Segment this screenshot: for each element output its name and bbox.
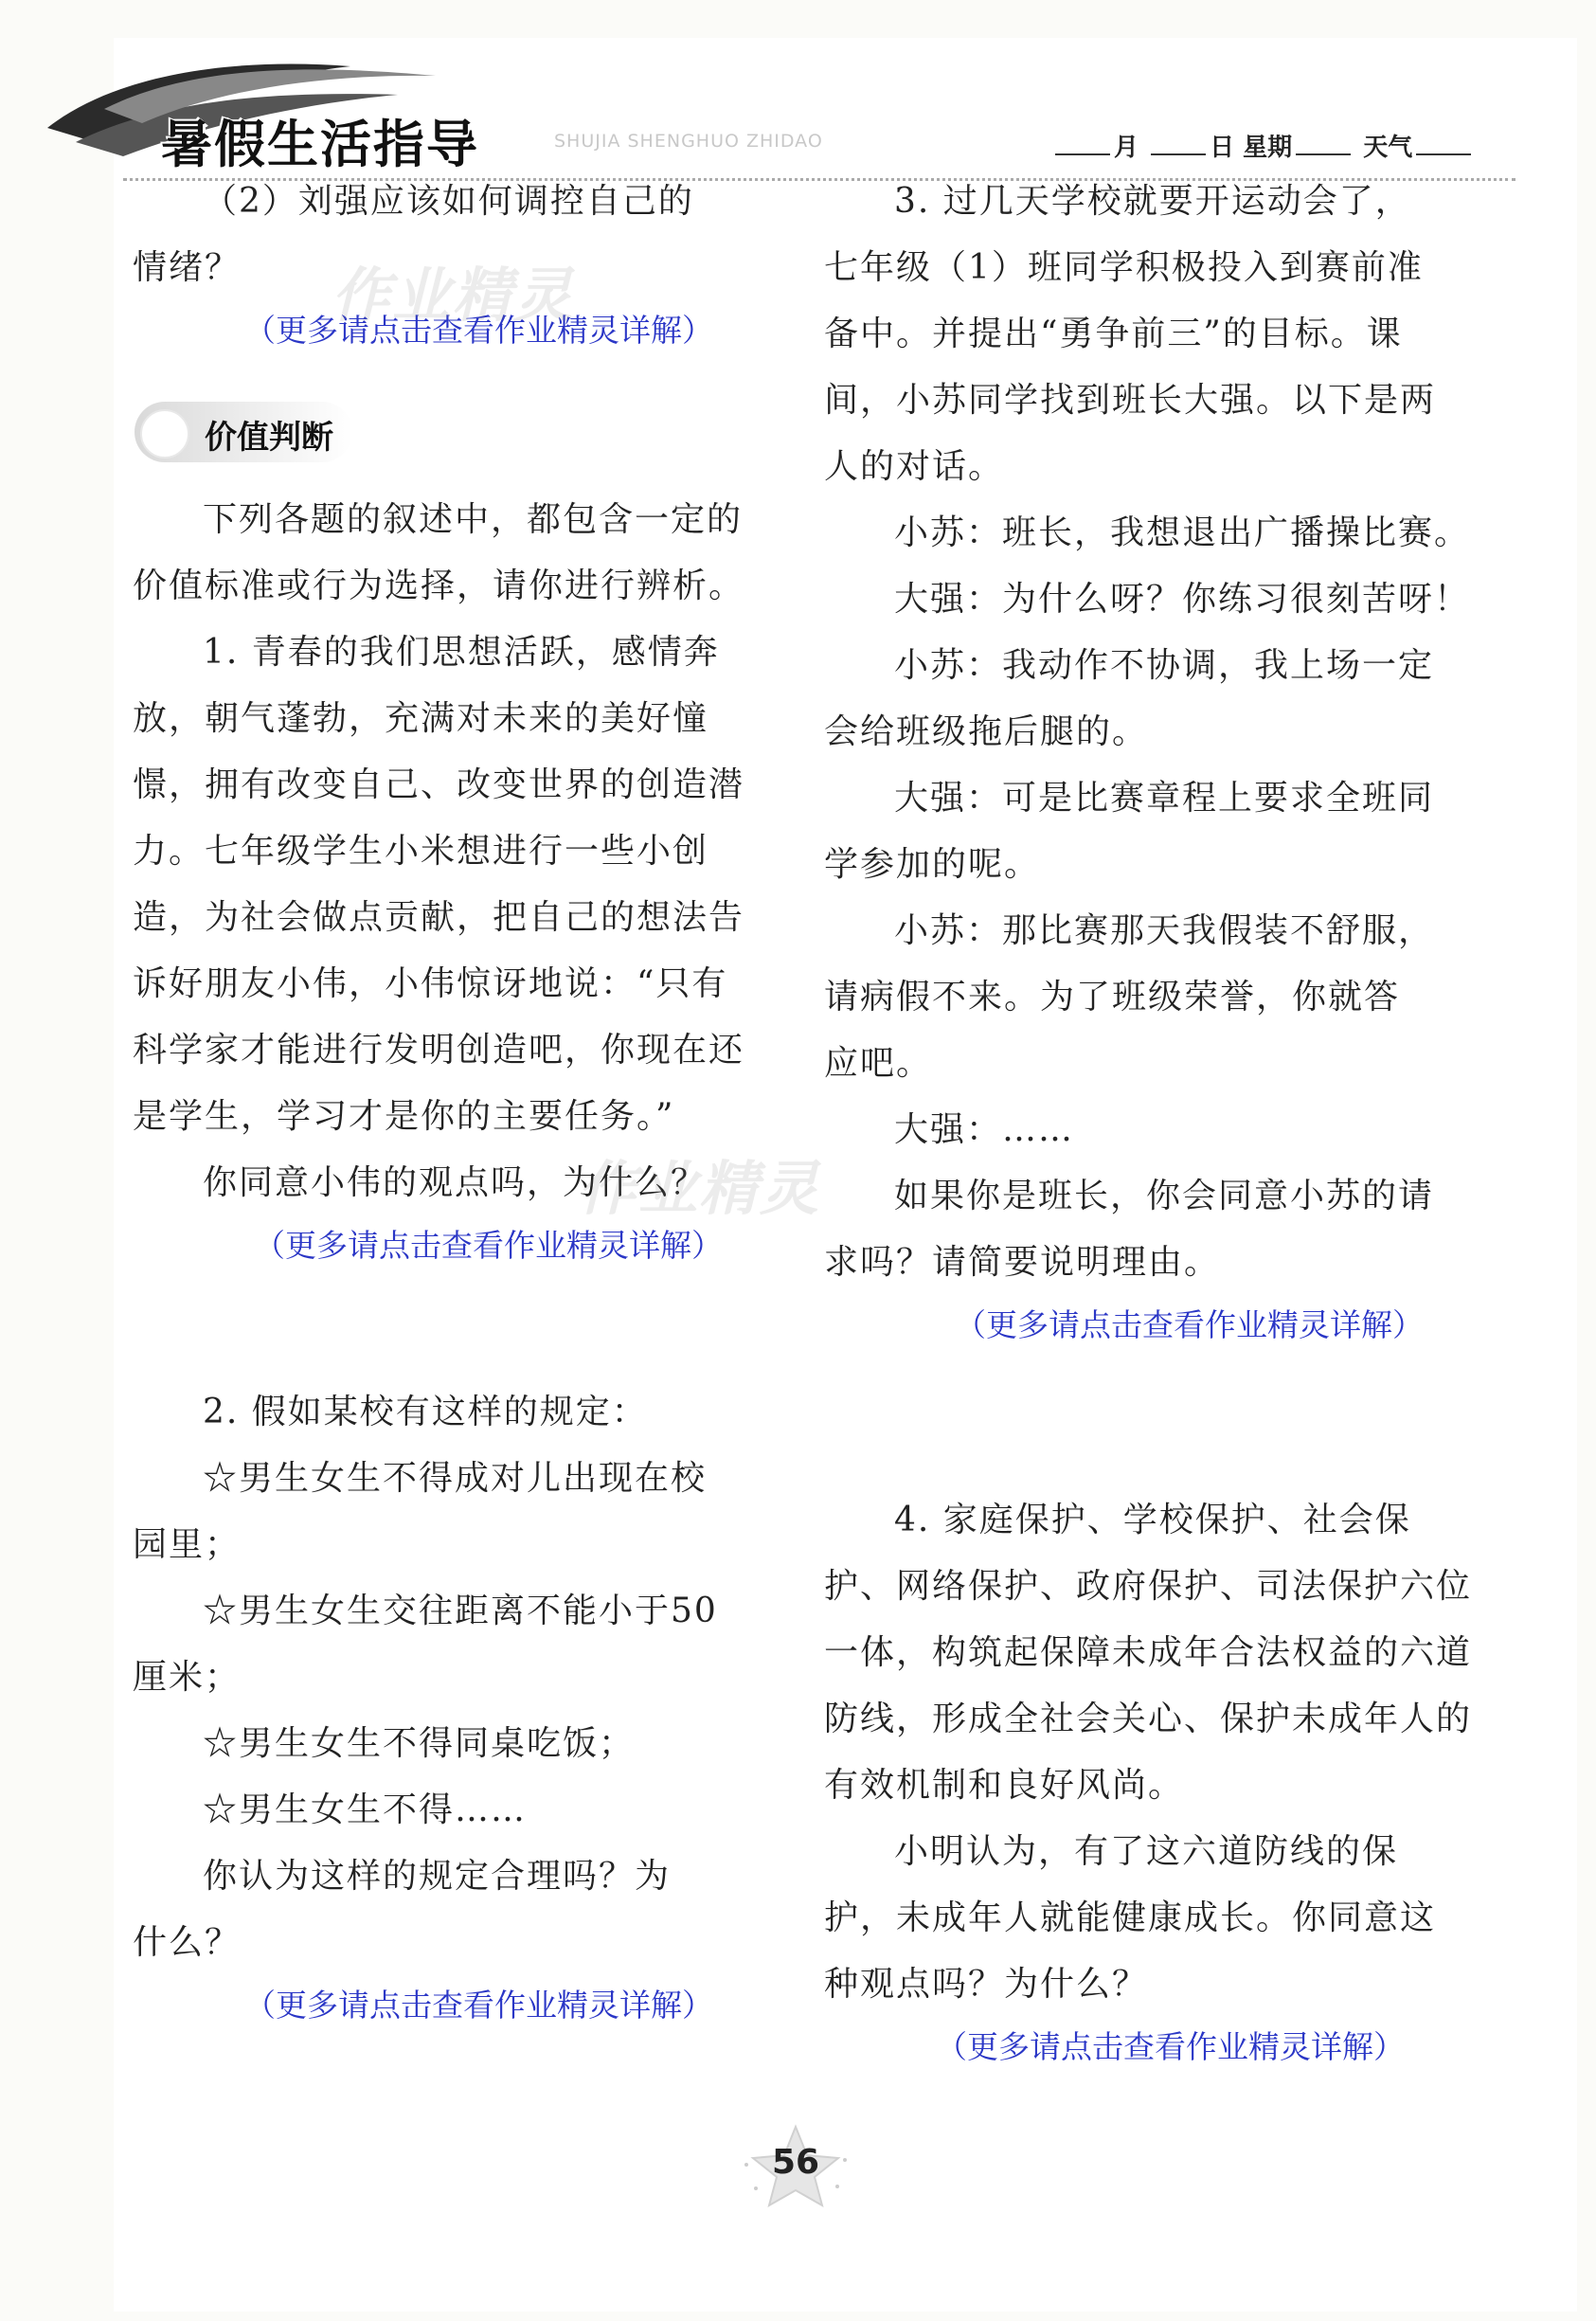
q2b-rule-line: 厘米； (133, 1658, 242, 1697)
q3-text-line: 3. 过几天学校就要开运动会了， (894, 182, 1411, 221)
q4-text-line: 防线，形成全社会关心、保护未成年人的 (824, 1700, 1473, 1738)
q2b-rule-line: ☆男生女生不得…… (203, 1790, 528, 1829)
dialogue-line: 小苏：班长，我想退出广播操比赛。 (894, 513, 1471, 552)
q1-text-line: 1. 青春的我们思想活跃，感情奔 (203, 633, 720, 672)
q4-question-line: 种观点吗？为什么？ (824, 1965, 1149, 2004)
q2-text-line: （2）刘强应该如何调控自己的 (203, 182, 694, 221)
q2b-rule-line: ☆男生女生交往距离不能小于50 (203, 1592, 718, 1630)
page-number-badge (739, 2122, 852, 2207)
weather-blank (1416, 135, 1471, 155)
spacer (133, 1275, 796, 1379)
q1-text-line: 造，为社会做点贡献，把自己的想法告 (133, 898, 745, 937)
q4-question-line: 护，未成年人就能健康成长。你同意这 (824, 1898, 1437, 1937)
q1-question-line: 你同意小伟的观点吗，为什么？ (203, 1163, 708, 1202)
q4-text-line: 4. 家庭保护、学校保护、社会保 (894, 1501, 1411, 1539)
dialogue-line: 请病假不来。为了班级荣誉，你就答 (824, 978, 1401, 1017)
q2b-rule-line: ☆男生女生不得成对儿出现在校 (203, 1459, 708, 1498)
q2b-question-line: 你认为这样的规定合理吗？为 (203, 1857, 672, 1896)
q1-text-line: 憬，拥有改变自己、改变世界的创造潜 (133, 765, 745, 804)
day-label: 日 (1210, 134, 1235, 162)
q2-text-line: 情绪？ (133, 248, 242, 287)
page-header (38, 38, 1487, 174)
q4-text-line: 一体，构筑起保障未成年合法权益的六道 (824, 1633, 1473, 1672)
q2b-text-line: 2. 假如某校有这样的规定： (203, 1393, 648, 1431)
dialogue-line: 大强：为什么呀？你练习很刻苦呀！ (894, 580, 1471, 619)
q1-text-line: 诉好朋友小伟，小伟惊讶地说：“只有 (133, 964, 728, 1003)
q3-question-line: 如果你是班长，你会同意小苏的请 (894, 1177, 1435, 1215)
section-heading-value-judgment (133, 392, 796, 477)
watermark: 作业精灵 (332, 261, 575, 330)
month-label: 月 (1114, 134, 1139, 162)
q4-text-line: 护、网络保护、政府保护、司法保护六位 (824, 1567, 1473, 1606)
more-answers-link[interactable]: （更多请点击查看作业精灵详解） (936, 2028, 1405, 2065)
q3-text-line: 七年级（1）班同学积极投入到赛前准 (824, 248, 1424, 287)
right-column (824, 169, 1487, 2077)
book-title-pinyin: SHUJIA SHENGHUO ZHIDAO (554, 131, 823, 152)
q4-question-line: 小明认为，有了这六道防线的保 (894, 1832, 1399, 1871)
more-answers-link[interactable]: （更多请点击查看作业精灵详解） (244, 312, 713, 349)
q3-text-line: 人的对话。 (824, 447, 1005, 486)
book-title-logo: 暑假生活指导 (161, 115, 479, 174)
weather-label: 天气 (1363, 134, 1413, 162)
date-weather-line (1051, 128, 1475, 163)
q2b-question-line: 什么？ (133, 1923, 242, 1962)
weekday-label: 星期 (1243, 134, 1293, 162)
left-column (133, 169, 796, 2035)
watermark: 作业精灵 (578, 1154, 821, 1223)
dialogue-line: 大强：…… (894, 1110, 1075, 1149)
q3-question-line: 求吗？请简要说明理由。 (824, 1243, 1221, 1282)
dialogue-line: 学参加的呢。 (824, 845, 1041, 884)
q1-text-line: 力。七年级学生小米想进行一些小创 (133, 832, 709, 871)
spacer (824, 1355, 1487, 1487)
q1-text-line: 是学生，学习才是你的主要任务。” (133, 1097, 675, 1136)
weekday-blank (1296, 135, 1351, 155)
q4-text-line: 有效机制和良好风尚。 (824, 1766, 1185, 1805)
q3-text-line: 备中。并提出“勇争前三”的目标。课 (824, 315, 1403, 353)
section-heading-ring-icon (140, 409, 189, 459)
q2b-rule-line: ☆男生女生不得同桌吃饭； (203, 1724, 636, 1763)
q2b-rule-line: 园里； (133, 1525, 242, 1564)
more-answers-link[interactable]: （更多请点击查看作业精灵详解） (254, 1227, 723, 1264)
q1-text-line: 科学家才能进行发明创造吧，你现在还 (133, 1031, 745, 1070)
q3-text-line: 间，小苏同学找到班长大强。以下是两 (824, 381, 1437, 420)
page-number: 56 (771, 2143, 820, 2182)
section-heading-label: 价值判断 (205, 419, 333, 457)
more-answers-link[interactable]: （更多请点击查看作业精灵详解） (244, 1987, 713, 2024)
more-answers-link[interactable]: （更多请点击查看作业精灵详解） (955, 1306, 1424, 1343)
month-blank (1055, 135, 1110, 155)
intro-text-line: 价值标准或行为选择，请你进行辨析。 (133, 567, 745, 605)
dialogue-line: 小苏：我动作不协调，我上场一定 (894, 646, 1435, 685)
intro-text-line: 下列各题的叙述中，都包含一定的 (203, 500, 744, 539)
dialogue-line: 小苏：那比赛那天我假装不舒服， (894, 911, 1435, 950)
day-blank (1151, 135, 1206, 155)
dialogue-line: 应吧。 (824, 1044, 933, 1083)
dialogue-line: 大强：可是比赛章程上要求全班同 (894, 779, 1435, 818)
q1-text-line: 放，朝气蓬勃，充满对未来的美好憧 (133, 699, 709, 738)
dialogue-line: 会给班级拖后腿的。 (824, 712, 1149, 751)
